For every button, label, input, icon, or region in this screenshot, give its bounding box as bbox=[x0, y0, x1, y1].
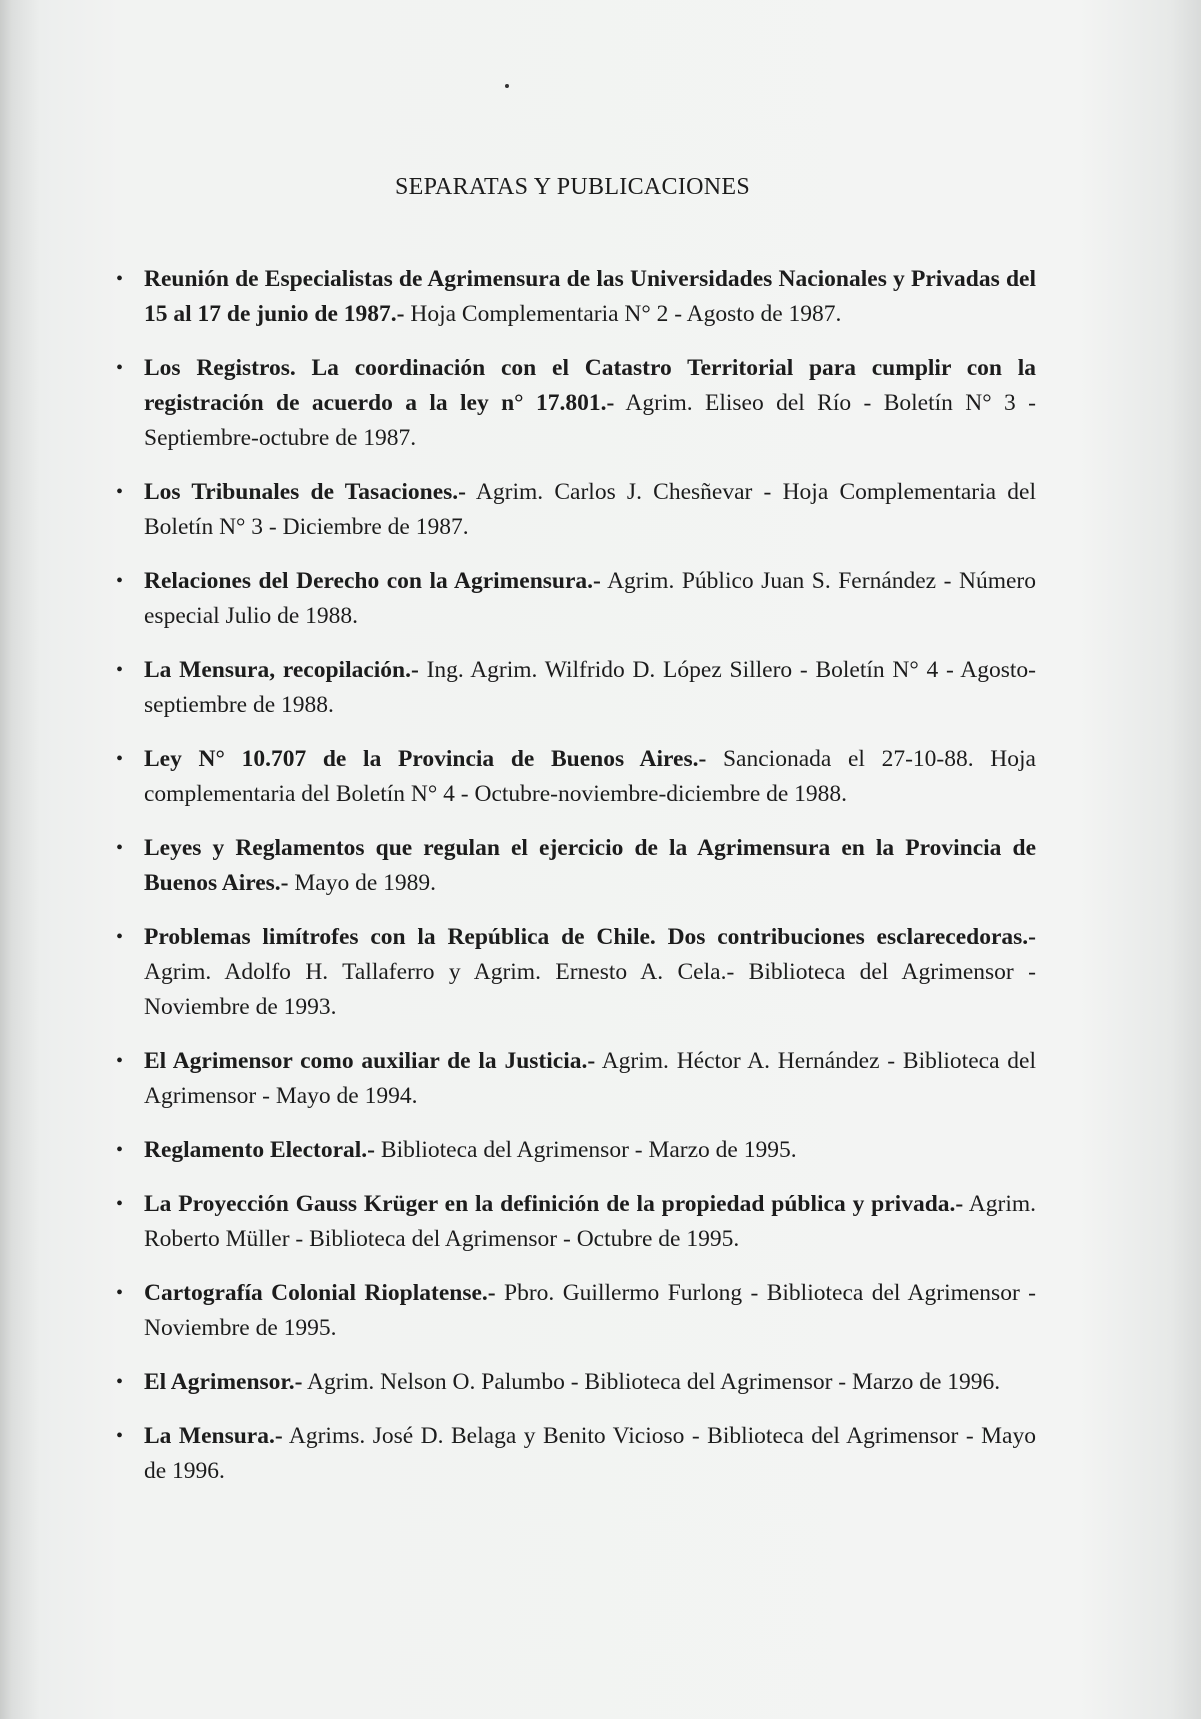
publication-entry bbox=[114, 653, 1036, 723]
publication-entry bbox=[114, 1365, 1036, 1400]
scan-speck bbox=[505, 84, 509, 88]
entry-title: Los Registros. La coordinación con el Catastro Territorial para cumplir con la registración de acuerdo a la ley n° 17.801.- bbox=[144, 355, 1036, 416]
publication-entry bbox=[114, 831, 1036, 901]
bullet-icon: • bbox=[116, 748, 124, 770]
entry-details: Sancionada el 27-10-88. Hoja complementaria del Boletín N° 4 - Octubre-noviembre-diciembre de 1988. bbox=[144, 746, 1036, 807]
publication-entry bbox=[114, 1187, 1036, 1257]
bullet-icon: • bbox=[116, 1282, 124, 1304]
bullet-icon: • bbox=[116, 837, 124, 859]
bullet-icon: • bbox=[116, 1425, 124, 1447]
bullet-icon: • bbox=[116, 268, 124, 290]
publication-entry bbox=[114, 1133, 1036, 1168]
entry-title: Los Tribunales de Tasaciones.- bbox=[144, 479, 467, 505]
entry-title: Problemas limítrofes con la República de Chile. Dos contribuciones esclarecedoras.- bbox=[144, 924, 1036, 950]
entry-title: El Agrimensor como auxiliar de la Justicia.- bbox=[144, 1048, 596, 1074]
bullet-icon: • bbox=[116, 1050, 124, 1072]
entry-details: Agrims. José D. Belaga y Benito Vicioso - Biblioteca del Agrimensor - Mayo de 1996. bbox=[144, 1423, 1036, 1484]
entry-details: Hoja Complementaria N° 2 - Agosto de 1987. bbox=[404, 301, 842, 327]
page-title: SEPARATAS Y PUBLICACIONES bbox=[395, 174, 750, 200]
entry-details: Agrim. Carlos J. Chesñevar - Hoja Complementaria del Boletín N° 3 - Diciembre de 1987. bbox=[144, 479, 1036, 540]
bullet-icon: • bbox=[116, 1371, 124, 1393]
entry-details: Biblioteca del Agrimensor - Marzo de 1995. bbox=[375, 1137, 797, 1163]
publication-entry bbox=[114, 475, 1036, 545]
entry-title: La Mensura, recopilación.- bbox=[144, 657, 419, 683]
entry-details: Pbro. Guillermo Furlong - Biblioteca del Agrimensor - Noviembre de 1995. bbox=[144, 1280, 1036, 1341]
entry-title: Cartografía Colonial Rioplatense.- bbox=[144, 1280, 496, 1306]
publication-entry bbox=[114, 564, 1036, 634]
entry-details: Agrim. Público Juan S. Fernández - Número especial Julio de 1988. bbox=[144, 568, 1036, 629]
publication-entry bbox=[114, 742, 1036, 812]
entry-title: La Proyección Gauss Krüger en la definición de la propiedad pública y privada.- bbox=[144, 1191, 964, 1217]
entry-title: Reunión de Especialistas de Agrimensura de las Universidades Nacionales y Privadas del 15 al 17 de junio de 1987.- bbox=[144, 266, 1036, 327]
bullet-icon: • bbox=[116, 481, 124, 503]
entry-title: La Mensura.- bbox=[144, 1423, 283, 1449]
bullet-icon: • bbox=[116, 659, 124, 681]
publication-entry bbox=[114, 262, 1036, 332]
entry-title: Relaciones del Derecho con la Agrimensura.- bbox=[144, 568, 601, 594]
publication-entry bbox=[114, 920, 1036, 1025]
publication-entry bbox=[114, 1276, 1036, 1346]
entry-details: Ing. Agrim. Wilfrido D. López Sillero - Boletín N° 4 - Agosto-septiembre de 1988. bbox=[144, 657, 1036, 718]
publication-entry bbox=[114, 1044, 1036, 1114]
entry-details: Agrim. Eliseo del Río - Boletín N° 3 - Septiembre-octubre de 1987. bbox=[144, 390, 1037, 451]
bullet-icon: • bbox=[116, 357, 124, 379]
bullet-icon: • bbox=[116, 570, 124, 592]
entry-details: Agrim. Héctor A. Hernández - Biblioteca del Agrimensor - Mayo de 1994. bbox=[144, 1048, 1036, 1109]
publication-list bbox=[114, 262, 1036, 1508]
entry-details: Agrim. Roberto Müller - Biblioteca del Agrimensor - Octubre de 1995. bbox=[144, 1191, 1036, 1252]
entry-details: Agrim. Nelson O. Palumbo - Biblioteca del Agrimensor - Marzo de 1996. bbox=[302, 1369, 1001, 1395]
bullet-icon: • bbox=[116, 1193, 124, 1215]
entry-title: Ley N° 10.707 de la Provincia de Buenos Aires.- bbox=[144, 746, 707, 772]
entry-title: Reglamento Electoral.- bbox=[144, 1137, 376, 1163]
entry-title: Leyes y Reglamentos que regulan el ejercicio de la Agrimensura en la Provincia de Buenos Aires.- bbox=[144, 835, 1036, 896]
publication-entry bbox=[114, 1419, 1036, 1489]
entry-details: Agrim. Adolfo H. Tallaferro y Agrim. Ernesto A. Cela.- Biblioteca del Agrimensor - Noviembre de 1993. bbox=[144, 959, 1036, 1020]
bullet-icon: • bbox=[116, 1139, 124, 1161]
bullet-icon: • bbox=[116, 926, 124, 948]
publication-entry bbox=[114, 351, 1036, 456]
entry-details: Mayo de 1989. bbox=[288, 870, 437, 896]
entry-title: El Agrimensor.- bbox=[144, 1369, 303, 1395]
